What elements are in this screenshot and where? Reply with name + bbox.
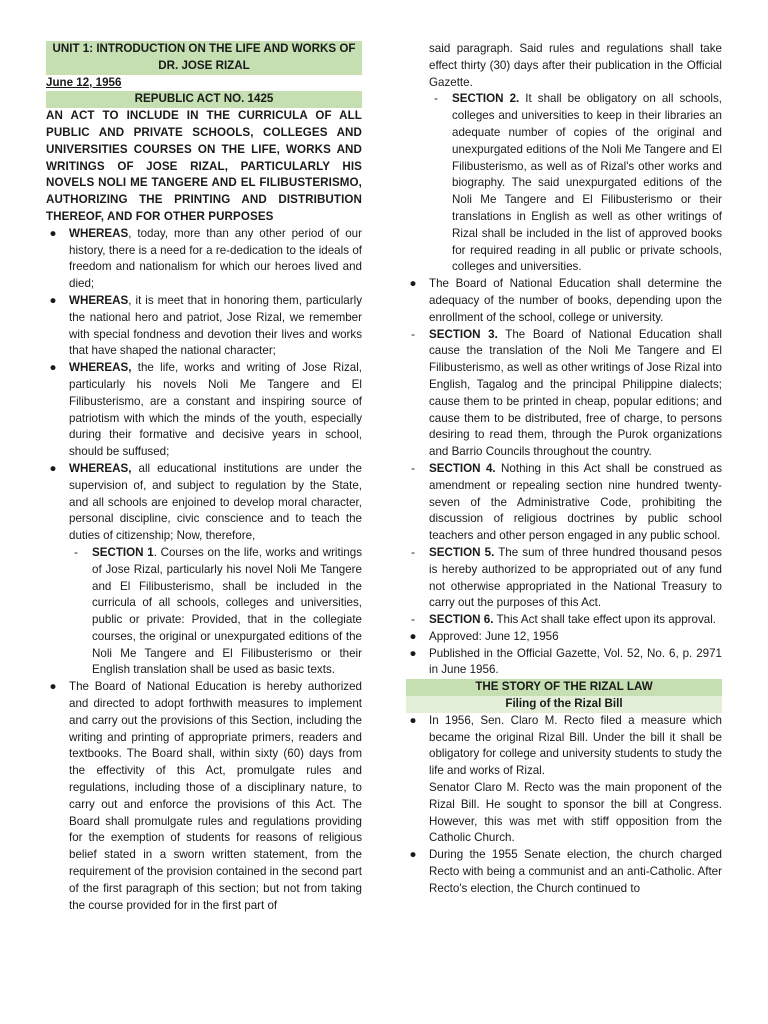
bullet-icon: ● [49,461,57,475]
dash-marker: - [411,327,415,341]
whereas-clause-1: ● WHEREAS, today, more than any other period of our history, there is a need for a re-dedication to the ideals of freedom and nationalism for which our heroes lived and died; [46,226,362,293]
dash-marker: - [411,613,415,627]
approved-date: ● Approved: June 12, 1956 [406,629,722,646]
section-2: - SECTION 2. It shall be obligatory on all schools, colleges and universities to keep in their libraries an adequate number of copies of the original and unexpurgated editions of the Noli Me Tangere and El Filibusterismo, as well as of Rizal's other works and biography. The said unexpurgated editions of the Noli Me Tangere and El Filibusterismo or their translations in English as well as other writings of Rizal shall be included in the list of approved books for required reading in all public or private schools, colleges and universities. [429,91,722,276]
dash-marker: - [74,545,78,559]
filing-heading: Filing of the Rizal Bill [406,696,722,713]
whereas-clause-3: ● WHEREAS, the life, works and writing of Jose Rizal, particularly his novels Noli Me Tangere and El Filibusterismo, are a constant and inspiring source of patriotism with which the minds of the youth, especially during their formative and decisive years in school, should be suffused; [46,360,362,461]
dash-marker: - [434,92,438,106]
publication-note: ● Published in the Official Gazette, Vol. 52, No. 6, p. 2971 in June 1956. [406,646,722,680]
bullet-icon: ● [49,226,57,240]
story-heading: THE STORY OF THE RIZAL LAW [406,679,722,696]
board-adequacy: ● The Board of National Education shall determine the adequacy of the number of books, depending upon the enrollment of the school, college or university. [406,276,722,326]
act-title: AN ACT TO INCLUDE IN THE CURRICULA OF ALL PUBLIC AND PRIVATE SCHOOLS, COLLEGES AND UNIVERSITIES COURSES ON THE LIFE, WORKS AND WRITINGS OF JOSE RIZAL, PARTICULARLY HIS NOVELS NOLI ME TANGERE AND EL FILIBUSTERISMO, AUTHORIZING THE PRINTING AND DISTRIBUTION THEREOF, AND FOR OTHER PURPOSES [46,109,362,223]
right-column [406,41,722,898]
bullet-icon: ● [49,293,57,307]
bullet-icon: ● [49,361,57,375]
left-column [46,41,362,914]
bullet-icon: ● [409,646,417,660]
bullet-icon: ● [409,848,417,862]
continued-paragraph: said paragraph. Said rules and regulations shall take effect thirty (30) days after their publication in the Official Gazette. [429,42,722,89]
election-paragraph: ● During the 1955 Senate election, the church charged Recto with being a communist and an anti-Catholic. After Recto's election, the Church continued to [406,847,722,897]
act-date: June 12, 1956 [46,75,122,89]
section-1: - SECTION 1. Courses on the life, works and writings of Jose Rizal, particularly his novel Noli Me Tangere and El Filibusterismo, shall be included in the curricula of all schools, colleges and universities, public or private: Provided, that in the collegiate courses, the original or unexpurgated editions of the Noli Me Tangere and El Filibusterismo or their English translation shall be used as basic texts. [69,545,362,679]
section-4: - SECTION 4. Nothing in this Act shall be construed as amendment or repealing section nine hundred twenty-seven of the Administrative Code, prohibiting the discussion of religious doctrines by public school teachers and other person engaged in any public school. [406,461,722,545]
whereas-clause-2: ● WHEREAS, it is meet that in honoring them, particularly the national hero and patriot, Jose Rizal, we remember with special fondness and devotion their lives and works that have shaped the national character; [46,293,362,360]
dash-marker: - [411,461,415,475]
board-authorization: ● The Board of National Education is hereby authorized and directed to adopt forthwith measures to implement and carry out the provisions of this Section, including the writing and printing of appropriate primers, readers and textbooks. The Board shall, within sixty (60) days from the effectivity of this Act, promulgate rules and regulations, including those of a disciplinary nature, to carry out and enforce the provisions of this Act. The Board shall promulgate rules and regulations providing for the exemption of students for reasons of religious belief stated in a sworn written statement, from the requirement of the provision contained in the second part of the first paragraph of this section; but not from taking the course provided for in the first part of [46,679,362,914]
republic-act-heading: REPUBLIC ACT NO. 1425 [46,91,362,108]
bullet-icon: ● [409,713,417,727]
section-3: - SECTION 3. The Board of National Education shall cause the translation of the Noli Me Tangere and El Filibusterismo, as well as other writings of Jose Rizal into English, Tagalog and the principal Philippine dialects; cause them to be printed in cheap, popular editions; and cause them to be distributed, free of charge, to persons desiring to read them, through the Purok organizations and Barrio Councils throughout the country. [406,327,722,461]
dash-marker: - [411,545,415,559]
unit-heading: UNIT 1: INTRODUCTION ON THE LIFE AND WORKS OF DR. JOSE RIZAL [46,41,362,75]
whereas-clause-4: ● WHEREAS, all educational institutions are under the supervision of, and subject to regulation by the State, and all schools are enjoined to develop moral character, personal discipline, civic conscience and to teach the duties of citizenship; Now, therefore, [46,461,362,545]
bullet-icon: ● [409,277,417,291]
filing-paragraph: ● In 1956, Sen. Claro M. Recto filed a measure which became the original Rizal Bill. Under the bill it shall be obligatory for college and university students to study the life and works of Rizal. [406,713,722,780]
recto-paragraph: Senator Claro M. Recto was the main proponent of the Rizal Bill. He sought to sponsor the bill at Congress. However, this was met with stiff opposition from the Catholic Church. [429,781,722,845]
section-6: - SECTION 6. This Act shall take effect upon its approval. [406,612,722,629]
bullet-icon: ● [49,680,57,694]
bullet-icon: ● [409,629,417,643]
section-5: - SECTION 5. The sum of three hundred thousand pesos is hereby authorized to be appropriated out of any fund not otherwise appropriated in the National Treasury to carry out the purposes of this Act. [406,545,722,612]
